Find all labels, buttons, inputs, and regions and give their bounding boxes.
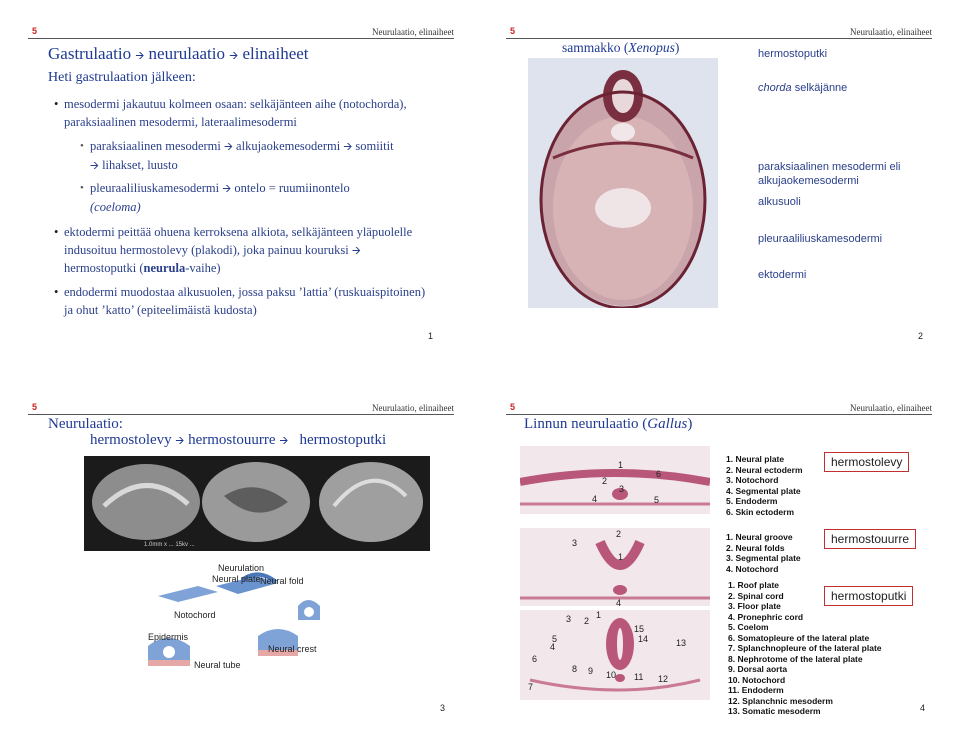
diagram-label-neural-plate: Neural plate — [212, 574, 261, 584]
panel-num: 1 — [596, 610, 602, 620]
bullet-lateral: • pleuraaliliuskamesodermi 🡪 ontelo = ruumiinontelo (coeloma) — [90, 180, 450, 216]
svg-text:1.0mm x ... 15kv ...: 1.0mm x ... 15kv ... — [144, 542, 195, 548]
box-neural-tube: hermostoputki — [824, 586, 913, 606]
label-gut: alkusuoli — [758, 196, 801, 208]
arrow-right-icon: 🡪 — [229, 50, 239, 62]
panel-num: 9 — [588, 666, 594, 676]
label-neural-tube: hermostoputki — [758, 48, 828, 60]
label-ectoderm: ektodermi — [758, 269, 807, 281]
panel-num: 15 — [634, 624, 645, 634]
diagram-label-epidermis: Epidermis — [148, 632, 189, 642]
sem-embryo-images — [84, 456, 430, 551]
slide-title: Neurulaatio: — [48, 416, 123, 432]
section-number: 5 — [32, 402, 38, 412]
panel-num: 2 — [616, 529, 622, 539]
section-title: Neurulaatio, elinaiheet — [372, 27, 454, 37]
slide-title: Linnun neurulaatio (Gallus) — [524, 416, 693, 432]
panel-num: 4 — [550, 642, 556, 652]
image-caption: sammakko (Xenopus) — [562, 40, 680, 55]
slide-header — [28, 396, 454, 415]
panel-num: 14 — [638, 634, 649, 644]
section-number: 5 — [510, 402, 516, 412]
slide-header — [28, 20, 454, 39]
panel-num: 3 — [572, 538, 578, 548]
slide-header — [506, 20, 932, 39]
label-chorda: chorda selkäjänne — [758, 82, 848, 94]
bullet-endoderm: • endodermi muodostaa alkusuolen, jossa paksu ’lattia’ (ruskuaispitoinen) ja ohut ’katto’ (epiteelimäistä kudosta) — [64, 284, 434, 319]
slide-header — [506, 396, 932, 415]
panel-num: 3 — [566, 614, 572, 624]
bullet-paraxial: • paraksiaalinen mesodermi 🡪 alkujaokemesodermi 🡪 somiitit 🡪 lihakset, luusto — [90, 138, 450, 175]
panel-num: 10 — [606, 670, 617, 680]
panel-num: 3 — [619, 484, 625, 494]
section-number: 5 — [510, 26, 516, 36]
legend-list-2: 1. Neural groove 2. Neural folds 3. Segmental plate 4. Notochord — [726, 532, 801, 574]
panel-num: 4 — [616, 598, 622, 608]
slide-3 — [28, 396, 468, 736]
diagram-label-neural-crest: Neural crest — [268, 644, 317, 654]
panel-num: 8 — [572, 664, 578, 674]
panel-num: 4 — [592, 494, 598, 504]
panel-num: 1 — [618, 460, 624, 470]
panel-num: 13 — [676, 638, 687, 648]
diagram-label-notochord: Notochord — [174, 610, 216, 620]
section-number: 5 — [32, 26, 38, 36]
box-neural-plate: hermostolevy — [824, 452, 909, 472]
panel-num: 6 — [532, 654, 538, 664]
panel-num: 2 — [602, 476, 608, 486]
slide-4 — [506, 396, 946, 736]
slide-subtitle: Heti gastrulaation jälkeen: — [48, 70, 196, 85]
slide-subtitle: hermostolevy 🡪 hermostouurre 🡪 hermostoputki — [90, 432, 387, 448]
page-number: 2 — [918, 331, 924, 341]
section-title: Neurulaatio, elinaiheet — [372, 403, 454, 413]
legend-list-3: 1. Roof plate 2. Spinal cord 3. Floor plate 4. Pronephric cord 5. Coelom 6. Somatopleure of the lateral plate 7. Splanchnopleure of the lateral plate 8. Nephrotome of the lateral plate 9. Dorsal aorta 10. Notochord 11. Endoderm 12. Splanchnic mesoderm 13. Somatic mesoderm — [728, 580, 882, 716]
panel-num: 11 — [634, 672, 644, 682]
panel-num: 12 — [658, 674, 669, 684]
chick-section-neural-groove — [520, 528, 710, 606]
panel-num: 5 — [654, 495, 660, 505]
page-number: 1 — [428, 331, 434, 341]
diagram-label-neural-tube: Neural tube — [194, 660, 241, 670]
section-title: Neurulaatio, elinaiheet — [850, 403, 932, 413]
panel-num: 2 — [584, 616, 590, 626]
slide-1 — [28, 20, 468, 360]
slide-title: Gastrulaatio 🡪 neurulaatio 🡪 elinaiheet — [48, 44, 309, 63]
bullet-mesoderm: • mesodermi jakautuu kolmeen osaan: selkäjänteen aihe (notochorda), paraksiaalinen mesodermi, lateraalimesodermi — [64, 96, 424, 131]
panel-num: 5 — [552, 634, 558, 644]
chick-section-neural-plate — [520, 446, 710, 514]
arrow-right-icon: 🡪 — [135, 50, 145, 62]
label-lateral-mesoderm: pleuraaliliuskamesodermi — [758, 233, 883, 245]
diagram-label-neural-fold: Neural fold — [260, 576, 304, 586]
bullet-ectoderm: • ektodermi peittää ohuena kerroksena alkiota, selkäjänteen yläpuolelle indusoituu hermostolevy (plakodi), joka painuu kouruksi 🡪 hermostoputki (neurula-vaihe) — [64, 224, 434, 278]
legend-list-1: 1. Neural plate 2. Neural ectoderm 3. Notochord 4. Segmental plate 5. Endoderm 6. Skin ectoderm — [726, 454, 803, 517]
box-neural-groove: hermostouurre — [824, 529, 916, 549]
xenopus-section-image — [528, 58, 718, 308]
diagram-label-neurulation: Neurulation — [218, 563, 265, 573]
page-number: 3 — [440, 703, 446, 713]
page-number: 4 — [920, 703, 926, 713]
panel-num: 6 — [656, 469, 662, 479]
panel-num: 1 — [618, 552, 624, 562]
slide-2 — [506, 20, 946, 360]
panel-num: 7 — [528, 682, 534, 692]
section-title: Neurulaatio, elinaiheet — [850, 27, 932, 37]
chick-section-neural-tube — [520, 610, 710, 700]
label-paraxial: paraksiaalinen mesodermi eli alkujaokemesodermi — [758, 161, 901, 187]
